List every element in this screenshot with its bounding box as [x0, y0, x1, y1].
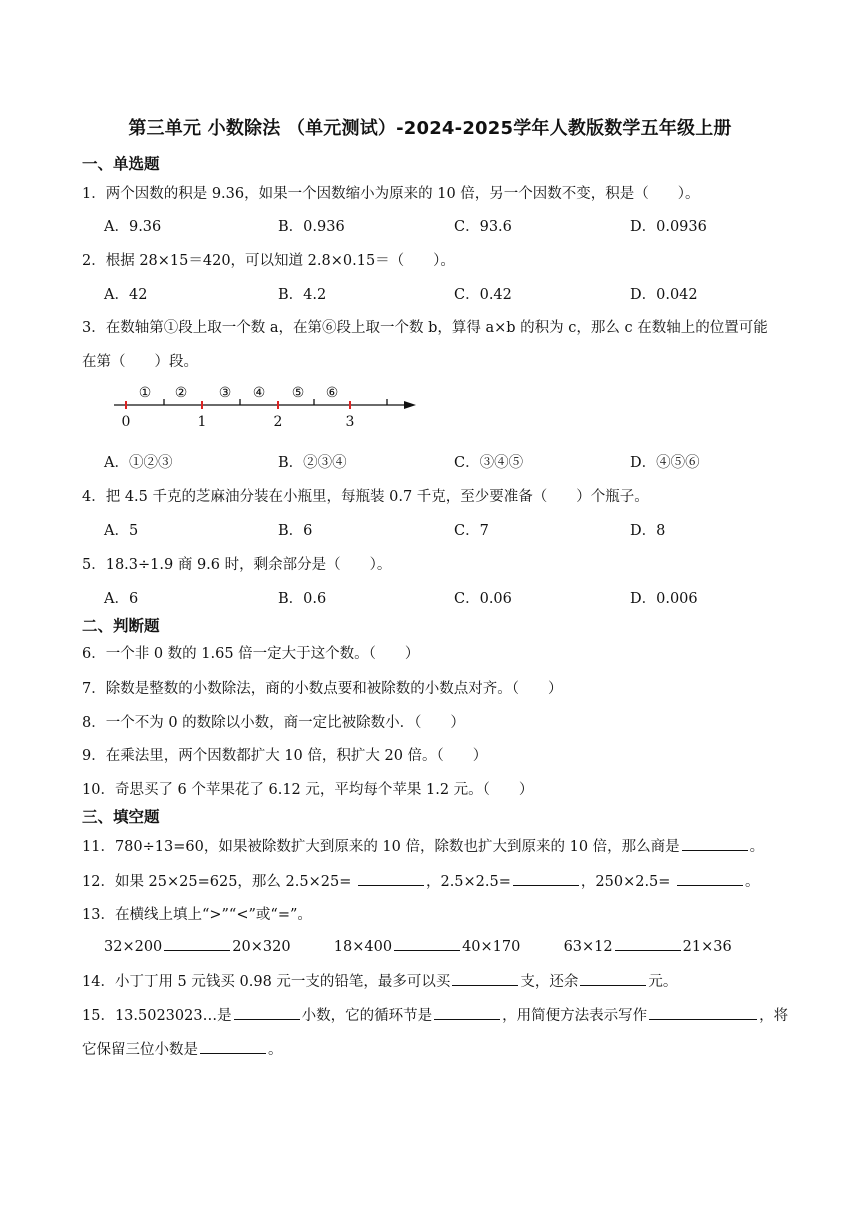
question-14: [82, 970, 677, 991]
q3-option-b: B．②③④: [278, 455, 347, 471]
segment-label-6: ⑥: [325, 385, 339, 401]
q13-right-3: 21×36: [682, 939, 732, 955]
q12-text-1: 12．如果 25×25=625，那么 2.5×25=: [82, 874, 356, 890]
q2-option-a: A．42: [104, 287, 148, 303]
q11-text: 11．780÷13=60，如果被除数扩大到原来的 10 倍，除数也扩大到原来的 10 倍，那么商是: [82, 839, 680, 855]
q3-option-c: C．③④⑤: [454, 455, 524, 471]
question-3-line-2: 在第（ ）段。: [82, 354, 198, 370]
q11-end: 。: [749, 839, 765, 855]
q15-line2-end: 。: [268, 1042, 283, 1058]
question-12: [82, 870, 760, 891]
q14-text-3: 元。: [648, 974, 678, 990]
q4-option-a: A．5: [104, 523, 139, 539]
q5-option-d: D．0.006: [630, 591, 698, 607]
tick-label-3: 3: [345, 414, 355, 430]
question-15-line-2: [82, 1038, 283, 1059]
q5-option-c: C．0.06: [454, 591, 512, 607]
question-9: 9．在乘法里，两个因数都扩大 10 倍，积扩大 20 倍。（ ）: [82, 748, 488, 764]
answer-blank[interactable]: [434, 1005, 500, 1020]
q15-text-4: ，将: [759, 1008, 789, 1024]
answer-blank[interactable]: [615, 936, 681, 951]
segment-label-1: ①: [138, 385, 152, 401]
q3-option-d: D．④⑤⑥: [630, 455, 700, 471]
q3-option-a: A．①②③: [104, 455, 173, 471]
q14-text-2: 支，还余: [520, 974, 579, 990]
answer-blank[interactable]: [394, 936, 460, 951]
question-13: 13．在横线上填上“>”“<”或“=”。: [82, 907, 312, 923]
q14-text-1: 14．小丁丁用 5 元钱买 0.98 元一支的铅笔，最多可以买: [82, 974, 451, 990]
q13-left-1: 32×200: [104, 939, 163, 955]
answer-blank[interactable]: [682, 836, 748, 851]
segment-label-4: ④: [252, 385, 266, 401]
q4-option-b: B．6: [278, 523, 313, 539]
q1-option-d: D．0.0936: [630, 219, 707, 235]
answer-blank[interactable]: [677, 871, 743, 886]
number-line-figure: [112, 383, 422, 431]
question-8: 8．一个不为 0 的数除以小数，商一定比被除数小．（ ）: [82, 715, 465, 731]
answer-blank[interactable]: [234, 1005, 300, 1020]
q4-option-d: D．8: [630, 523, 666, 539]
q13-comparisons: [104, 936, 732, 955]
q15-line2-text: 它保留三位小数是: [82, 1042, 198, 1058]
q2-option-c: C．0.42: [454, 287, 512, 303]
question-5: 5．18.3÷1.9 商 9.6 时，剩余部分是（ ）。: [82, 557, 392, 573]
q15-text-3: ，用简便方法表示写作: [502, 1008, 648, 1024]
q2-option-d: D．0.042: [630, 287, 698, 303]
answer-blank[interactable]: [164, 936, 230, 951]
q1-option-c: C．93.6: [454, 219, 512, 235]
q12-text-2: ，2.5×2.5=: [425, 874, 511, 890]
tick-label-1: 1: [197, 414, 207, 430]
answer-blank[interactable]: [358, 871, 424, 886]
answer-blank[interactable]: [452, 971, 518, 986]
q1-option-a: A．9.36: [104, 219, 162, 235]
section-heading-single-choice: 一、单选题: [82, 155, 160, 173]
q12-text-4: 。: [745, 874, 760, 890]
question-2: 2．根据 28×15＝420，可以知道 2.8×0.15＝（ ）。: [82, 253, 455, 269]
answer-blank[interactable]: [649, 1005, 757, 1020]
answer-blank[interactable]: [580, 971, 646, 986]
question-11: [82, 835, 764, 856]
tick-label-2: 2: [273, 414, 283, 430]
tick-label-0: 0: [121, 414, 131, 430]
question-1: 1．两个因数的积是 9.36，如果一个因数缩小为原来的 10 倍，另一个因数不变，积是（ ）。: [82, 186, 700, 202]
q13-right-1: 20×320: [232, 939, 291, 955]
q5-option-b: B．0.6: [278, 591, 327, 607]
segment-label-5: ⑤: [291, 385, 305, 401]
q15-text-2: 小数，它的循环节是: [301, 1008, 433, 1024]
segment-label-3: ③: [218, 385, 232, 401]
q5-option-a: A．6: [104, 591, 139, 607]
number-line-minor-ticks: [164, 399, 387, 405]
page-title: 第三单元 小数除法 （单元测试）-2024-2025学年人教版数学五年级上册: [128, 118, 732, 139]
section-heading-true-false: 二、判断题: [82, 617, 160, 635]
question-10: 10．奇思买了 6 个苹果花了 6.12 元，平均每个苹果 1.2 元。（ ）: [82, 782, 534, 798]
q12-text-3: ，250×2.5=: [580, 874, 676, 890]
question-4: 4．把 4.5 千克的芝麻油分装在小瓶里，每瓶装 0.7 千克，至少要准备（ ）个瓶子。: [82, 489, 649, 505]
number-line-arrow: [404, 401, 416, 409]
q15-text-1: 15．13.5023023…是: [82, 1008, 232, 1024]
answer-blank[interactable]: [513, 871, 579, 886]
q13-left-3: 63×12: [563, 939, 613, 955]
q4-option-c: C．7: [454, 523, 489, 539]
question-15-line-1: [82, 1004, 788, 1025]
question-6: 6．一个非 0 数的 1.65 倍一定大于这个数。（ ）: [82, 646, 420, 662]
answer-blank[interactable]: [200, 1039, 266, 1054]
q13-left-2: 18×400: [333, 939, 393, 955]
q1-option-b: B．0.936: [278, 219, 345, 235]
q2-option-b: B．4.2: [278, 287, 327, 303]
segment-label-2: ②: [174, 385, 188, 401]
q13-right-2: 40×170: [462, 939, 521, 955]
section-heading-fill-in: 三、填空题: [82, 808, 160, 826]
question-7: 7．除数是整数的小数除法，商的小数点要和被除数的小数点对齐。（ ）: [82, 681, 563, 697]
question-3-line-1: 3．在数轴第①段上取一个数 a，在第⑥段上取一个数 b，算得 a×b 的积为 c，那么 c 在数轴上的位置可能: [82, 320, 768, 336]
